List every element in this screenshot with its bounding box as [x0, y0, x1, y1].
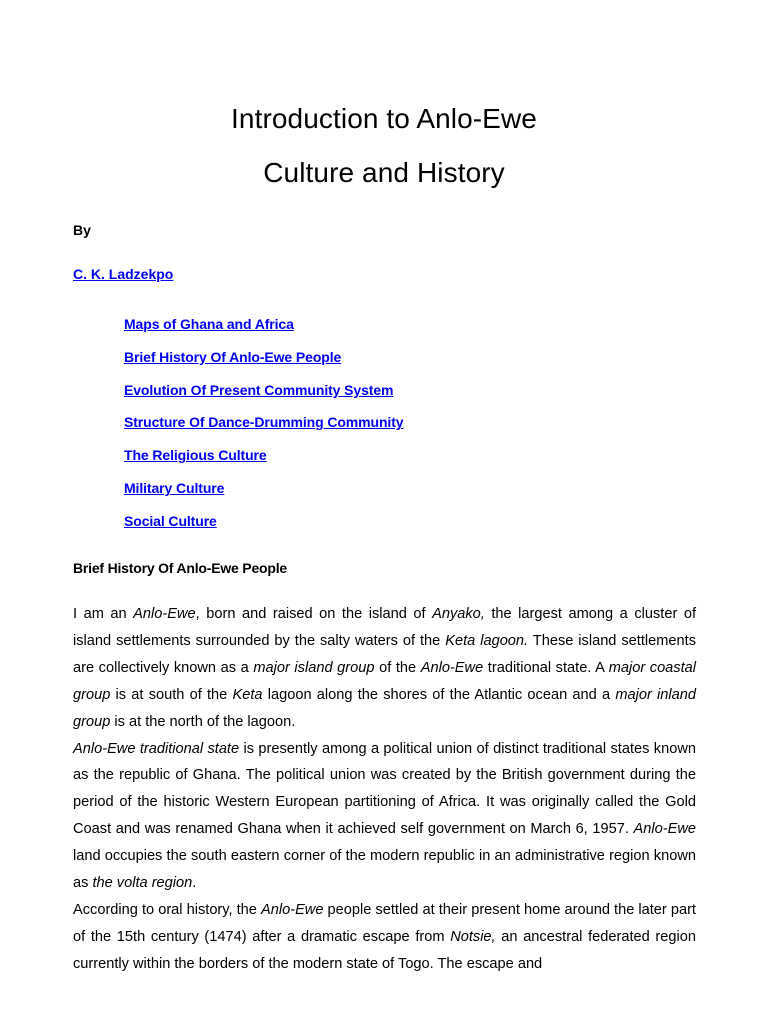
toc-link-social[interactable]: Social Culture	[124, 512, 217, 529]
italic-text-run: Anyako,	[432, 606, 485, 622]
italic-text-run: Anlo-Ewe	[633, 821, 696, 838]
body-paragraph	[73, 736, 696, 897]
text-run: I am an	[73, 606, 134, 622]
toc-link-maps[interactable]: Maps of Ghana and Africa	[124, 316, 294, 332]
italic-text-run: Anlo-Ewe	[420, 659, 484, 676]
text-run: traditional state. A	[483, 659, 609, 676]
document-title-line-1: Introduction to Anlo-Ewe	[231, 103, 537, 134]
text-run: land occupies the south eastern corner of the modern republic in an administrative region known as	[73, 848, 696, 892]
text-run: , born and raised on the island of	[195, 606, 433, 622]
toc-item	[124, 478, 403, 511]
document-title-line-2: Culture and History	[263, 157, 505, 188]
author-link[interactable]: C. K. Ladzekpo	[73, 266, 174, 282]
toc-link-brief-history[interactable]: Brief History Of Anlo-Ewe People	[124, 348, 342, 365]
text-run: These island settlements are collectively known as a	[73, 632, 696, 676]
toc-link-military[interactable]: Military Culture	[124, 479, 225, 496]
italic-text-run: Keta lagoon.	[445, 632, 529, 649]
text-run: the largest among a cluster of island settlements surrounded by the salty waters of the	[73, 606, 697, 649]
text-run: According to oral history, the	[73, 901, 261, 918]
italic-text-run: Keta	[232, 686, 263, 703]
text-run: is presently among a political union of distinct traditional states known as the republic of Ghana. The political union was created by the British government during the period of the historic Western European partitioning of Africa. It was originally called the Gold Coast and was renamed Ghana when it achieved self government on March 6, 1957.	[73, 740, 696, 838]
italic-text-run: the volta region	[92, 875, 193, 892]
text-run: people settled at their present home around the later part of the 15th century (1474) after a dramatic escape from	[73, 901, 696, 945]
toc-link-religious[interactable]: The Religious Culture	[124, 447, 267, 464]
text-run: is at south of the	[110, 686, 233, 703]
text-run: of the	[374, 659, 421, 676]
table-of-contents	[124, 314, 403, 544]
italic-text-run: major inland group	[73, 686, 696, 730]
toc-item	[124, 412, 403, 445]
text-run: lagoon along the shores of the Atlantic ocean and a	[262, 686, 616, 703]
italic-text-run: major island group	[253, 659, 375, 676]
toc-item	[124, 314, 403, 347]
text-run: .	[192, 875, 197, 892]
toc-item	[124, 380, 403, 413]
body-paragraph	[73, 601, 696, 736]
toc-item	[124, 511, 403, 544]
italic-text-run: Anlo-Ewe	[261, 901, 324, 918]
byline-label: By	[73, 222, 91, 238]
italic-text-run: Anlo-Ewe traditional state	[73, 740, 240, 757]
text-run: is at the north of the lagoon.	[110, 713, 296, 730]
toc-item	[124, 347, 403, 380]
section-heading: Brief History Of Anlo-Ewe People	[73, 560, 288, 576]
text-run: an ancestral federated region currently within the borders of the modern state of Togo. The escape and	[73, 928, 696, 972]
body-paragraph	[73, 897, 696, 978]
italic-text-run: Notsie,	[450, 928, 496, 945]
toc-item	[124, 445, 403, 478]
italic-text-run: Anlo-Ewe	[133, 606, 196, 622]
italic-text-run: major coastal group	[73, 659, 697, 703]
toc-link-evolution[interactable]: Evolution Of Present Community System	[124, 381, 394, 398]
body-text	[73, 601, 696, 978]
toc-link-structure[interactable]: Structure Of Dance-Drumming Community	[124, 414, 404, 431]
